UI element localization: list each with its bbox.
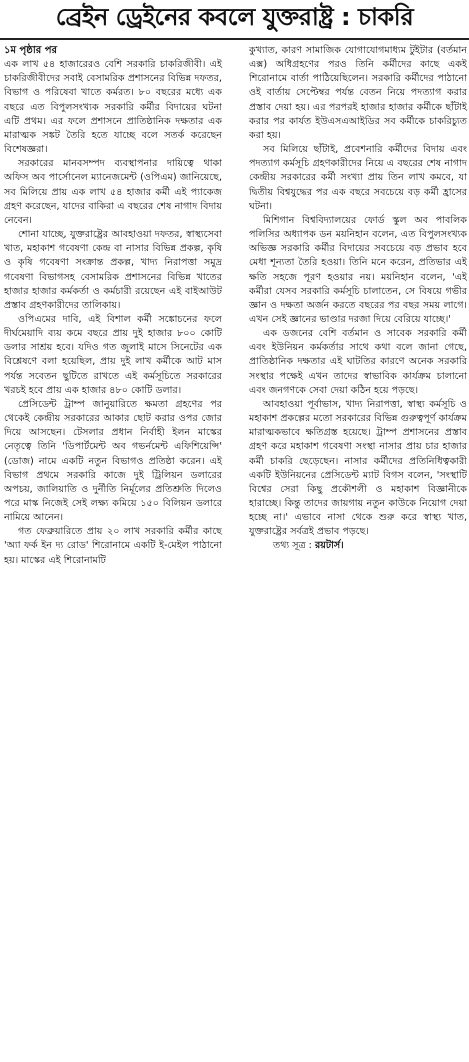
source-name: রয়টার্স। <box>314 540 344 552</box>
left-column <box>4 44 222 568</box>
paragraph: এক ডজনের বেশি বর্তমান ও সাবেক সরকারি কর্মী এবং ইউনিয়ন কর্মকর্তার সাথে কথা বলে জানা গেছে, প্রাতিষ্ঠানিক দক্ষতার এই ঘাটতির কারণে অনেক সরকারি সংস্থার পক্ষেই এখন তাদের স্বাভাবিক কার্যক্রম চালানো এবং জনগণকে সেবা দেয়া কঠিন হয়ে পড়ছে। <box>249 328 467 396</box>
headline-divider <box>0 38 469 40</box>
paragraph: শোনা যাচ্ছে, যুক্তরাষ্ট্রের আবহাওয়া দফতর, স্বাস্থ্যসেবা খাত, মহাকাশ গবেষণা কেন্দ্র বা নাসার বিভিন্ন প্রকল্প, কৃষি ও কৃষি গবেষণা সংক্রান্ত প্রকল্প, খাদ্য নিরাপত্তা সমুদ্র গবেষণা বিভাগসহ বেসামরিক প্রশাসনের বিভিন্ন খাতের হাজার হাজার কর্মকর্তা ও কর্মচারী রয়েছেন এই বাইআউট প্রস্তাব গ্রহণকারীদের তালিকায়। <box>4 229 222 311</box>
paragraph: মিশিগান বিশ্ববিদ্যালয়ের ফোর্ড স্কুল অব পাবলিক পলিসির অধ্যাপক ডন ময়নিহান বলেন, এত বিপুলসংখ্যক অভিজ্ঞ সরকারি কর্মীর বিদায়ের সবচেয়ে বড় প্রভাব হবে মেধা শূন্যতা তৈরি হওয়া। তিনি মনে করেন, প্রতিভার এই ক্ষতি সহজে পূরণ হওয়ার নয়। ময়নিহান বলেন, 'এই কর্মীরা যেসব সরকারি কর্মসূচি চালাতেন, সে বিষয়ে গভীর জ্ঞান ও দক্ষতা অর্জন করতে বছরের পর বছর সময় লাগে। এখন সেই জ্ঞানের ভাণ্ডার দরজা দিয়ে বেরিয়ে যাচ্ছে।' <box>249 214 467 325</box>
paragraph: সব মিলিয়ে ছাঁটাই, প্রবেশনারি কর্মীদের বিদায় এবং পদত্যাগ কর্মসূচি গ্রহণকারীদের নিয়ে এ বছরের শেষ নাগাদ কেন্দ্রীয় সরকারের কর্মী সংখ্যা প্রায় তিন লাখ কমবে, যা দ্বিতীয় বিশ্বযুদ্ধের পর এক বছরে সবচেয়ে বড় কর্মী হ্রাসের ঘটনা। <box>249 144 467 212</box>
paragraph: কুখ্যাত, কারণ সামাজিক যোগাযোগমাধ্যম টুইটার (বর্তমান এক্স) অধিগ্রহণের পরও তিনি কর্মীদের কাছে একই শিরোনামে বার্তা পাঠিয়েছিলেন। সরকারি কর্মীদের পাঠানো ওই বার্তায় সেপ্টেম্বর পর্যন্ত বেতন নিয়ে পদত্যাগ করার প্রস্তাব দেয়া হয়। এর পরপরই হাজার হাজার কর্মীকে ছাঁটাই করার পর কার্যত ইউএসএআইডির সব কর্মীকে চাকরিচ্যুত করা হয়। <box>249 45 467 141</box>
source-credit <box>249 539 467 553</box>
paragraph: এক লাখ ৫৪ হাজারেরও বেশি সরকারি চাকরিজীবী। এই চাকরিজীবীদের সবাই বেসামরিক প্রশাসনের বিভিন্ন দফতর, বিভাগ ও পরিষেবা খাতে কর্মরত। ৮০ বছরের মধ্যে এক বছরে এত বিপুলসংখ্যক সরকারি কর্মীর বিদায়ের ঘটনা এটি প্রথম। এর ফলে প্রশাসনে প্রাতিষ্ঠানিক দক্ষতার এক মারাত্মক সঙ্কট তৈরি হতে যাচ্ছে বলে সতর্ক করেছেন বিশেষজ্ঞরা। <box>4 59 222 156</box>
continued-from-label: ১ম পৃষ্ঠার পর <box>4 45 57 56</box>
paragraph: প্রেসিডেন্ট ট্রাম্প জানুয়ারিতে ক্ষমতা গ্রহণের পর থেকেই কেন্দ্রীয় সরকারের আকার ছোট করার ওপর জোর দিয়ে আসছেন। টেসলার প্রধান নির্বাহী ইলন মাস্কের নেতৃত্বে তিনি 'ডিপার্টমেন্ট অব গভর্নমেন্ট এফিশিয়েন্সি' (ডোজ) নামে একটি নতুন বিভাগও প্রতিষ্ঠা করেন। এই বিভাগ প্রথমে সরকারি কাজে দুই ট্রিলিয়ন ডলারের অপচয়, জালিয়াতি ও দুর্নীতি নির্মূলের প্রতিশ্রুতি দিলেও পরে মাস্ক নিজেই সেই লক্ষ্য কমিয়ে ১৫০ বিলিয়ন ডলারে নামিয়ে আনেন। <box>4 398 222 524</box>
paragraph: ওপিএমের দাবি, এই বিশাল কর্মী সঙ্কোচনের ফলে দীর্ঘমেয়াদি ব্যয় কমে বছরে প্রায় দুই হাজার ৮০০ কোটি ডলার সাশ্রয় হবে। যদিও গত জুলাই মাসে সিনেটের এক বিশ্লেষণে বলা হয়েছিল, প্রায় দুই লাখ কর্মীকে আট মাস পর্যন্ত সবেতন ছুটিতে রাখতে এই কর্মসূচিতে সরকারের খরচই হবে প্রায় এক হাজার ৪৮০ কোটি ডলার। <box>4 313 222 396</box>
paragraph: সরকারের মানবসম্পদ ব্যবস্থাপনার দায়িত্বে থাকা অফিস অব পার্সোনেল ম্যানেজমেন্ট (ওপিএম) জানিয়েছে, সব মিলিয়ে প্রায় এক লাখ ৫৪ হাজার কর্মী এই প্যাকেজ গ্রহণ করেছেন, যাদের বাকিরা এ বছরের শেষ নাগাদ বিদায় নেবেন। <box>4 158 222 226</box>
paragraph: গত ফেব্রুয়ারিতে প্রায় ২০ লাখ সরকারি কর্মীর কাছে 'অ্যা ফর্ক ইন দ্য রোড' শিরোনামে একটি ই-মেইল পাঠানো হয়। মাস্কের এই শিরোনামটি <box>4 526 222 566</box>
paragraph: আবহাওয়া পূর্বাভাস, খাদ্য নিরাপত্তা, স্বাস্থ্য কর্মসূচি ও মহাকাশ প্রকল্পের মতো সরকারের বিভিন্ন গুরুত্বপূর্ণ কার্যক্রম মারাত্মকভাবে ক্ষতিগ্রস্ত হয়েছে। ট্রাম্প প্রশাসনের প্রস্তাব গ্রহণ করে মহাকাশ গবেষণা সংস্থা নাসার প্রায় চার হাজার কর্মী চাকরি ছেড়েছেন। নাসার কর্মীদের প্রতিনিধিত্বকারী একটি ইউনিয়নের প্রেসিডেন্ট ম্যাট বিগস বলেন, 'সংস্থাটি বিশ্বের সেরা কিছু প্রকৌশলী ও মহাকাশ বিজ্ঞানীকে হারাচ্ছে। কিন্তু তাদের জায়গায় নতুন কাউকে নিয়োগ দেয়া হচ্ছে না।' এভাবে নাসা থেকে শুরু করে স্বাস্থ্য খাত, যুক্তরাষ্ট্রের সর্বত্রই প্রভাব পড়ছে। <box>249 398 467 538</box>
right-column <box>249 44 467 554</box>
article-headline: ব্রেইন ড্রেইনের কবলে যুক্তরাষ্ট্র : চাকরি <box>55 3 414 31</box>
source-label: তথ্য সূত্র : <box>273 540 312 552</box>
